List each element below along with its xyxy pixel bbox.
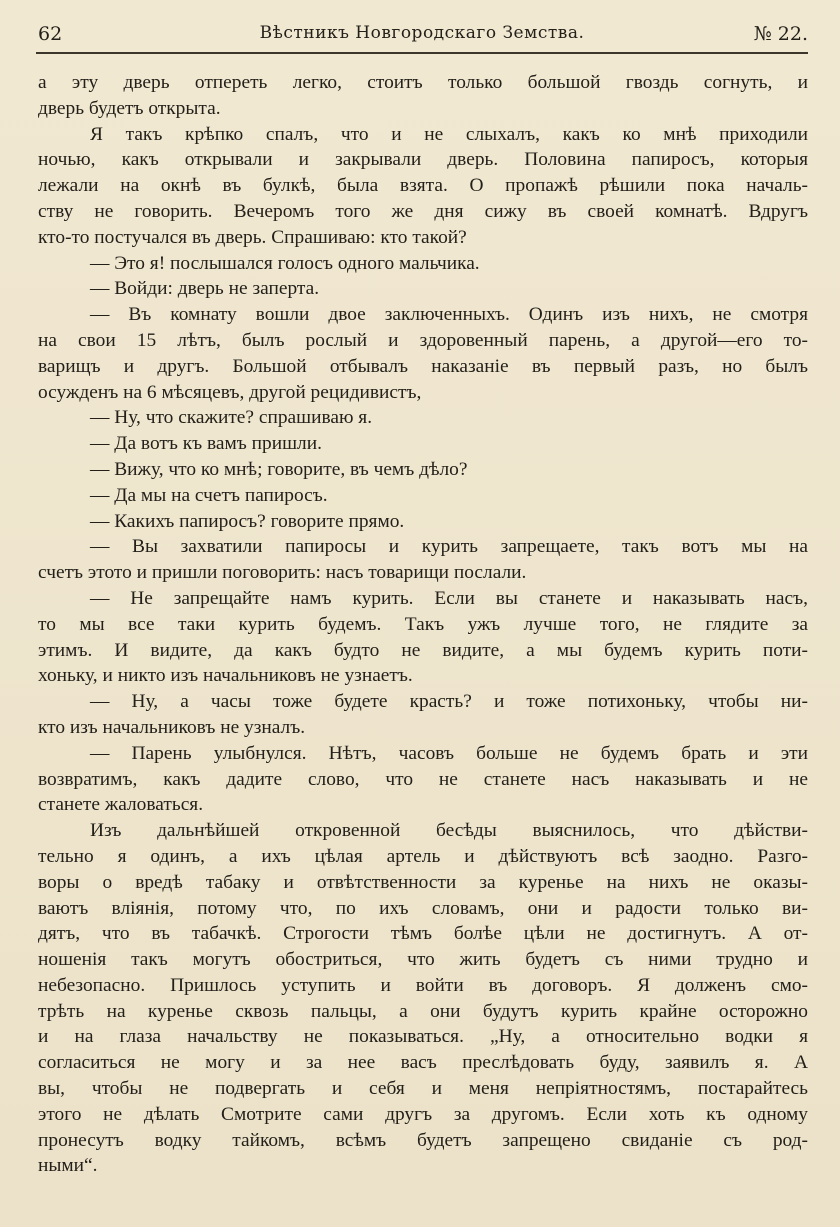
text-line: ству не говорить. Вечеромъ того же дня сижу въ своей комнатѣ. Вдругъ	[38, 200, 808, 222]
text-line: и на глаза начальству не показываться. „Ну, а относительно водки я	[38, 1026, 808, 1048]
text-line: этимъ. И видите, да какъ будто не видите, а мы будемъ курить поти-	[38, 639, 808, 661]
text-line: на свои 15 лѣтъ, былъ рослый и здоровенный парень, а другой—его то-	[38, 329, 808, 351]
text-line: Я такъ крѣпко спалъ, что и не слыхалъ, какъ ко мнѣ приходили	[90, 123, 808, 145]
text-line: хоньку, и никто изъ начальниковъ не узнаетъ.	[38, 665, 413, 687]
text-line: — Да мы на счетъ папиросъ.	[90, 484, 328, 506]
page-number: 62	[38, 23, 63, 45]
text-line: — Въ комнату вошли двое заключенныхъ. Одинъ изъ нихъ, не смотря	[90, 304, 808, 326]
text-line: воры о вредѣ табаку и отвѣтственности за куренье на нихъ не оказы-	[38, 871, 808, 893]
text-line: осужденъ на 6 мѣсяцевъ, другой рецидивистъ,	[38, 381, 422, 403]
text-line: лежали на окнѣ въ булкѣ, была взята. О пропажѣ рѣшили пока началь-	[38, 175, 808, 197]
text-line: Изъ дальнѣйшей откровенной бесѣды выяснилось, что дѣйстви-	[90, 820, 808, 842]
text-line: согласиться не могу и за нее васъ преслѣдовать буду, заявилъ я. А	[38, 1052, 808, 1074]
text-line: варищъ и другъ. Большой отбывалъ наказаніе въ первый разъ, но былъ	[38, 355, 808, 377]
text-line: — Вижу, что ко мнѣ; говорите, въ чемъ дѣло?	[90, 458, 468, 480]
text-line: — Не запрещайте намъ курить. Если вы станете и наказывать насъ,	[90, 587, 808, 609]
text-line: дверь будетъ открыта.	[38, 97, 221, 119]
running-header	[36, 18, 808, 54]
text-line: трѣть на куренье сквозь пальцы, а они будутъ курить крайне осторожно	[38, 1000, 808, 1022]
text-line: возвратимъ, какъ дадите слово, что не станете насъ наказывать и не	[38, 768, 808, 790]
journal-title: Вѣстникъ Новгородскаго Земства.	[259, 23, 585, 43]
text-line: этого не дѣлать Смотрите сами другъ за другомъ. Если хоть къ одному	[38, 1103, 808, 1125]
text-line: кто-то постучался въ дверь. Спрашиваю: кто такой?	[38, 226, 467, 248]
text-line: дятъ, что въ табачкѣ. Строгости тѣмъ болѣе цѣли не достигнутъ. А от-	[38, 923, 808, 945]
text-line: счетъ этото и пришли поговорить: насъ товарищи послали.	[38, 562, 527, 584]
text-line: пронесутъ водку тайкомъ, всѣмъ будетъ запрещено свиданіе съ род-	[38, 1129, 808, 1151]
text-line: — Какихъ папиросъ? говорите прямо.	[90, 510, 405, 532]
text-line: ными“.	[38, 1155, 98, 1177]
text-line: — Ну, что скажите? спрашиваю я.	[90, 407, 373, 429]
text-line: — Войди: дверь не заперта.	[90, 278, 320, 300]
text-line: — Ну, а часы тоже будете красть? и тоже потихоньку, чтобы ни-	[90, 691, 808, 713]
text-line: — Вы захватили папиросы и курить запрещаете, такъ вотъ мы на	[90, 536, 808, 558]
article-body	[38, 70, 808, 1179]
text-line: тельно я одинъ, а ихъ цѣлая артель и дѣйствуютъ всѣ заодно. Разго-	[38, 845, 808, 867]
text-line: — Да вотъ къ вамъ пришли.	[90, 433, 322, 455]
text-line: то мы все таки курить будемъ. Такъ ужъ лучше того, не глядите за	[38, 613, 808, 635]
text-line: — Парень улыбнулся. Нѣтъ, часовъ больше не будемъ брать и эти	[90, 742, 808, 764]
text-line: — Это я! послышался голосъ одного мальчика.	[90, 252, 480, 274]
text-line: ношенія такъ могутъ обостриться, что жить будетъ съ ними трудно и	[38, 949, 808, 971]
text-line: вы, чтобы не подвергать и себя и меня непріятностямъ, постарайтесь	[38, 1078, 808, 1100]
text-line: небезопасно. Пришлось уступить и войти въ договоръ. Я долженъ смо-	[38, 974, 808, 996]
text-line: станете жаловаться.	[38, 794, 204, 816]
text-line: кто изъ начальниковъ не узналъ.	[38, 716, 306, 738]
text-line: ночью, какъ открывали и закрывали дверь. Половина папиросъ, которыя	[38, 149, 808, 171]
text-line: ваютъ вліянія, потому что, по ихъ словамъ, они и радости только ви-	[38, 897, 808, 919]
issue-number: № 22.	[753, 23, 808, 45]
text-line: а эту дверь отпереть легко, стоитъ только большой гвоздь согнуть, и	[38, 72, 808, 93]
